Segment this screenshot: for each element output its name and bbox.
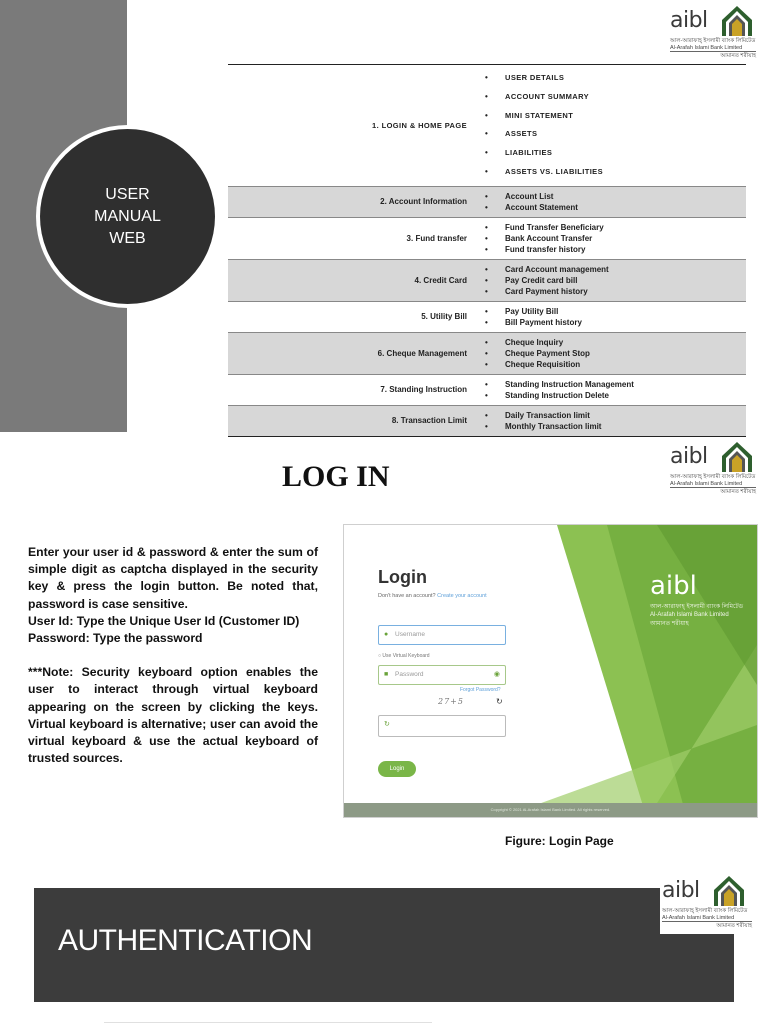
user-icon: ●: [384, 631, 389, 638]
bullet-icon: •: [485, 166, 489, 176]
toc-row: [228, 260, 746, 302]
logo-bangla-name: আল-আরাফাহ্ ইসলামী ব্যাংক লিমিটেড: [670, 474, 756, 480]
toc-list-item: • USER DETAILS: [485, 69, 746, 88]
bullet-icon: •: [485, 202, 488, 212]
toc-list-item: • Daily Transaction limit: [485, 410, 590, 420]
security-keyboard-note: ***Note: Security keyboard option enables the user to interact through virtual keyboard appearing on the screen by clicking the keys. Virtual keyboard is alternative; user can avoid the virtual keyboard & use the actual keyboard of trusted sources.: [28, 665, 318, 766]
login-form-title: Login: [378, 567, 427, 587]
table-of-contents: [228, 64, 746, 437]
password-instruction: Password: Type the password: [28, 631, 203, 646]
bullet-icon: •: [485, 421, 488, 431]
green-background-graphic: [497, 525, 757, 818]
login-button[interactable]: Login: [378, 761, 416, 777]
toc-section-title: 1. LOGIN & HOME PAGE: [372, 120, 467, 130]
toc-list-item: • LIABILITIES: [485, 144, 746, 163]
toc-row: [228, 302, 746, 333]
logo-english-name: Al-Arafah Islami Bank Limited: [670, 481, 743, 487]
logo-motto: আমানত শরীয়াহ: [716, 923, 752, 929]
bullet-icon: •: [485, 317, 488, 327]
lock-icon: ■: [384, 671, 389, 678]
screenshot-footer: Copyright © 2021 Al-Arafah Islami Bank Limited. All rights reserved.: [344, 803, 757, 817]
logo-emblem-icon: [720, 440, 754, 474]
toc-section-title: 2. Account Information: [380, 197, 467, 207]
toc-section-title: 3. Fund transfer: [406, 233, 467, 243]
bullet-icon: •: [485, 306, 488, 316]
refresh-icon[interactable]: ↻: [496, 697, 503, 706]
bullet-icon: •: [485, 110, 489, 120]
login-page-screenshot: [343, 524, 758, 818]
logo-emblem-icon: [712, 874, 746, 908]
login-instructions: [28, 544, 318, 767]
toc-list-item: • Cheque Payment Stop: [485, 348, 590, 358]
toc-row: [228, 218, 746, 260]
toc-list-item: • Fund Transfer Beneficiary: [485, 222, 604, 232]
bullet-icon: •: [485, 191, 488, 201]
instruction-paragraph: Enter your user id & password & enter the sum of simple digit as captcha displayed in the security key & press the login button. Be noted that, password is case sensitive.: [28, 545, 318, 611]
figure-caption: Figure: Login Page: [505, 834, 614, 848]
toc-list-item: • Standing Instruction Management: [485, 379, 634, 389]
bullet-icon: •: [485, 91, 489, 101]
bullet-icon: •: [485, 129, 489, 139]
bank-logo: [660, 872, 756, 934]
logo-wordmark: aibl: [670, 444, 708, 469]
toc-list-item: • Bill Payment history: [485, 317, 582, 327]
toc-section-title: 5. Utility Bill: [421, 312, 467, 322]
bullet-icon: •: [485, 359, 488, 369]
toc-list-item: • Cheque Requisition: [485, 359, 581, 369]
logo-wordmark: aibl: [662, 878, 700, 903]
toc-row: [228, 187, 746, 218]
refresh-small-icon: ↻: [384, 721, 390, 728]
toc-slide: [0, 0, 768, 432]
login-slide: [0, 432, 768, 862]
cover-circle: [36, 125, 219, 308]
bank-logo: [668, 2, 760, 62]
bullet-icon: •: [485, 275, 488, 285]
bullet-icon: •: [485, 244, 488, 254]
toc-section-title: 7. Standing Instruction: [380, 385, 467, 395]
toc-row: [228, 333, 746, 375]
toc-list-item: • Pay Utility Bill: [485, 306, 559, 316]
bullet-icon: •: [485, 348, 488, 358]
cover-line-2: MANUAL: [94, 207, 161, 225]
toc-list-item: • Pay Credit card bill: [485, 275, 578, 285]
toc-list-item: • ACCOUNT SUMMARY: [485, 88, 746, 107]
toc-section-title: 8. Transaction Limit: [391, 416, 467, 426]
bullet-icon: •: [485, 264, 488, 274]
logo-english-name: Al-Arafah Islami Bank Limited: [662, 915, 735, 921]
toc-list-item: • MINI STATEMENT: [485, 107, 746, 126]
login-form-subtitle: Don't have an account? Create your account: [378, 593, 487, 599]
authentication-slide: [0, 862, 768, 1024]
toc-list-item: • ASSETS VS. LIABILITIES: [485, 163, 746, 182]
bullet-icon: •: [485, 379, 488, 389]
toc-list-item: • Card Account management: [485, 264, 609, 274]
bullet-icon: •: [485, 233, 488, 243]
logo-wordmark: aibl: [670, 8, 708, 33]
bullet-icon: •: [485, 73, 489, 82]
eye-icon[interactable]: ◉: [493, 671, 500, 678]
bullet-icon: •: [485, 410, 488, 420]
toc-list-item: • Standing Instruction Delete: [485, 390, 610, 400]
logo-english-name: Al-Arafah Islami Bank Limited: [670, 45, 743, 51]
toc-list-item: • ASSETS: [485, 125, 746, 144]
logo-emblem-icon: [720, 4, 754, 38]
cover-line-3: WEB: [109, 229, 146, 247]
user-id-instruction: User Id: Type the Unique User Id (Customer ID): [28, 613, 300, 628]
bullet-icon: •: [485, 390, 488, 400]
bullet-icon: •: [485, 337, 488, 347]
username-input[interactable]: ● Username: [378, 625, 506, 645]
bullet-icon: •: [485, 286, 488, 296]
bullet-icon: •: [485, 148, 489, 158]
logo-motto: আমানত শরীয়াহ: [720, 489, 756, 495]
logo-motto: আমানত শরীয়াহ: [720, 53, 756, 59]
toc-list-item: • Fund transfer history: [485, 244, 586, 254]
captcha-input[interactable]: [378, 715, 506, 737]
toc-section-title: 6. Cheque Management: [377, 348, 467, 358]
toc-section-title: 4. Credit Card: [414, 275, 467, 285]
toc-list-item: • Account List: [485, 191, 554, 201]
toc-row: [228, 65, 746, 187]
cover-line-1: USER: [105, 185, 150, 203]
authentication-title: AUTHENTICATION: [58, 924, 313, 957]
virtual-keyboard-checkbox[interactable]: ○ Use Virtual Keyboard: [378, 653, 430, 659]
bullet-icon: •: [485, 222, 488, 232]
login-heading: LOG IN: [282, 460, 390, 493]
toc-list-item: • Card Payment history: [485, 286, 588, 296]
forgot-password-link[interactable]: Forgot Password?: [460, 687, 501, 693]
toc-list-item: • Monthly Transaction limit: [485, 421, 602, 431]
bank-logo: [668, 438, 760, 498]
toc-list-item: • Account Statement: [485, 202, 578, 212]
toc-list-item: • Cheque Inquiry: [485, 337, 564, 347]
logo-bangla-name: আল-আরাফাহ্ ইসলামী ব্যাংক লিমিটেড: [662, 908, 748, 914]
screenshot-bank-logo: aibl আল-আরাফাহ্ ইসলামী ব্যাংক লিমিটেড Al-Arafah Islami Bank Limited আমানত শরীয়াহ: [650, 571, 744, 627]
toc-list-item: • Bank Account Transfer: [485, 233, 593, 243]
logo-bangla-name: আল-আরাফাহ্ ইসলামী ব্যাংক লিমিটেড: [670, 38, 756, 44]
cover-title: [94, 184, 161, 250]
captcha-image: 27+5: [438, 697, 464, 706]
create-account-link[interactable]: Create your account: [437, 593, 487, 599]
toc-row: [228, 375, 746, 406]
password-input[interactable]: ■ Password ◉: [378, 665, 506, 685]
